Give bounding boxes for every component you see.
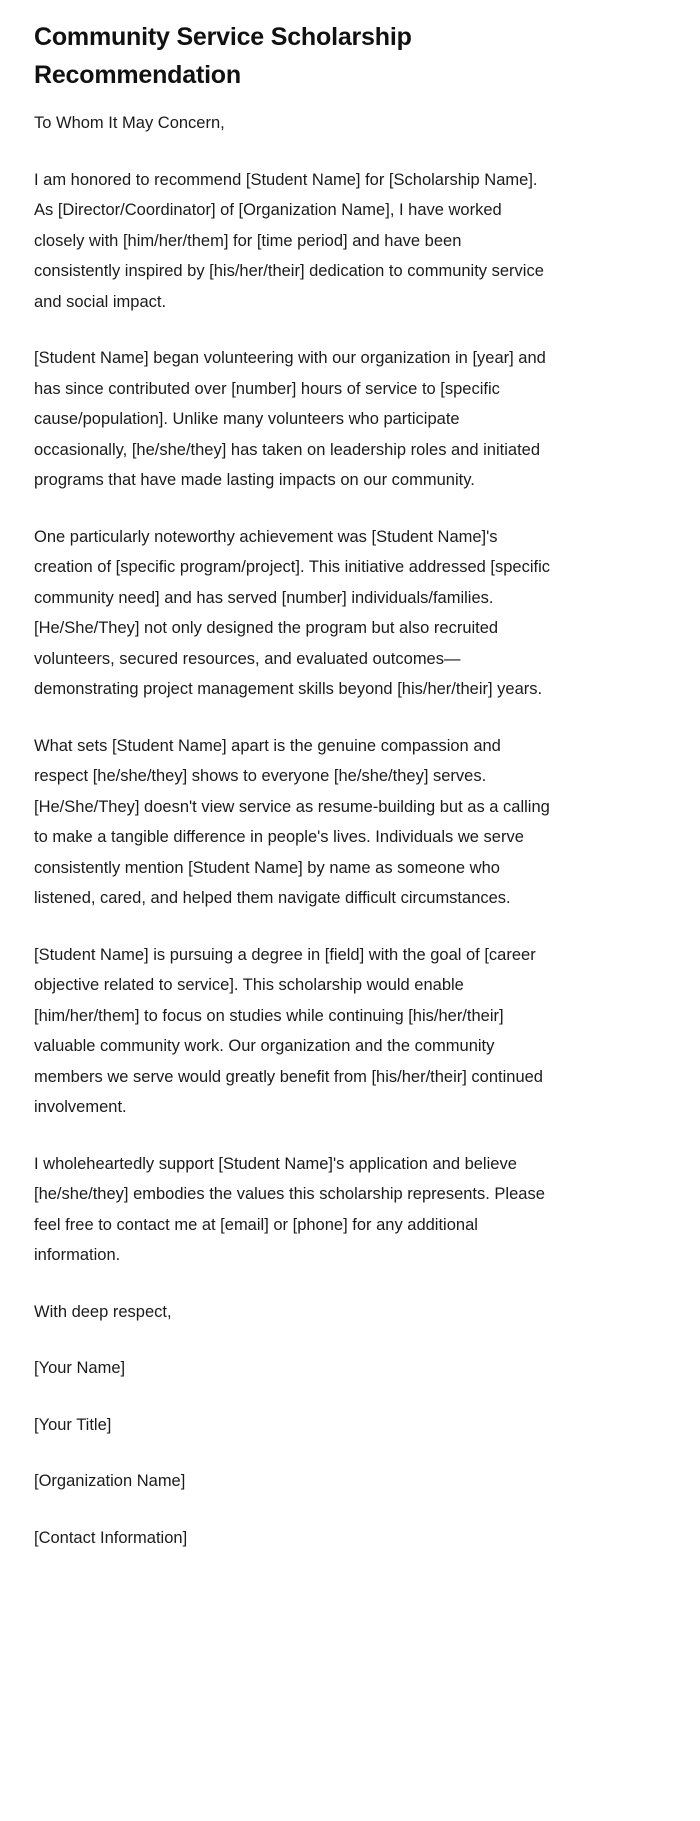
body-paragraph-6: I wholeheartedly support [Student Name]'s application and believe [he/she/they] embodies the values this scholarship represents. Please feel free to contact me at [email] or [phone] for any additional information. bbox=[34, 1154, 545, 1264]
page-title: Community Service Scholarship Recommendation bbox=[34, 23, 412, 89]
signature-your-name: [Your Name] bbox=[34, 1359, 126, 1377]
closing-salutation: With deep respect, bbox=[34, 1302, 172, 1321]
signature-your-title: [Your Title] bbox=[34, 1415, 112, 1434]
signature-block bbox=[34, 1353, 551, 1553]
body-paragraph-1: I am honored to recommend [Student Name] for [Scholarship Name]. As [Director/Coordinator] of [Organization Name], I have worked closely with [him/her/them] for [time period] and have been consistently inspired by [his/her/their] dedication to community service and social impact. bbox=[34, 170, 544, 311]
body-paragraph-5: [Student Name] is pursuing a degree in [field] with the goal of [career objective related to service]. This scholarship would enable [him/her/them] to focus on studies while continuing [his/her/their] valuable community work. Our organization and the community members we serve would greatly benefit from [his/her/their] continued involvement. bbox=[34, 945, 543, 1116]
body-paragraph-2: [Student Name] began volunteering with our organization in [year] and has since contributed over [number] hours of service to [specific cause/population]. Unlike many volunteers who participate occasionally, [he/she/they] has taken on leadership roles and initiated programs that have made lasting impacts on our community. bbox=[34, 349, 546, 489]
signature-organization-name: [Organization Name] bbox=[34, 1472, 186, 1490]
signature-contact-information: [Contact Information] bbox=[34, 1528, 188, 1547]
body-paragraph-4: What sets [Student Name] apart is the genuine compassion and respect [he/she/they] shows to everyone [he/she/they] serves. [He/She/They] doesn't view service as resume-building but as a calling to make a tangible difference in people's lives. Individuals we serve consistently mention [Student Name] by name as someone who listened, cared, and helped them navigate difficult circumstances. bbox=[34, 736, 550, 907]
salutation: To Whom It May Concern, bbox=[34, 114, 225, 132]
body-paragraph-3: One particularly noteworthy achievement was [Student Name]'s creation of [specific program/project]. This initiative addressed [specific community need] and has served [number] individuals/families. [He/She/They] not only designed the program but also recruited volunteers, secured resources, and evaluated outcomes—demonstrating project management skills beyond [his/her/their] years. bbox=[34, 527, 551, 698]
